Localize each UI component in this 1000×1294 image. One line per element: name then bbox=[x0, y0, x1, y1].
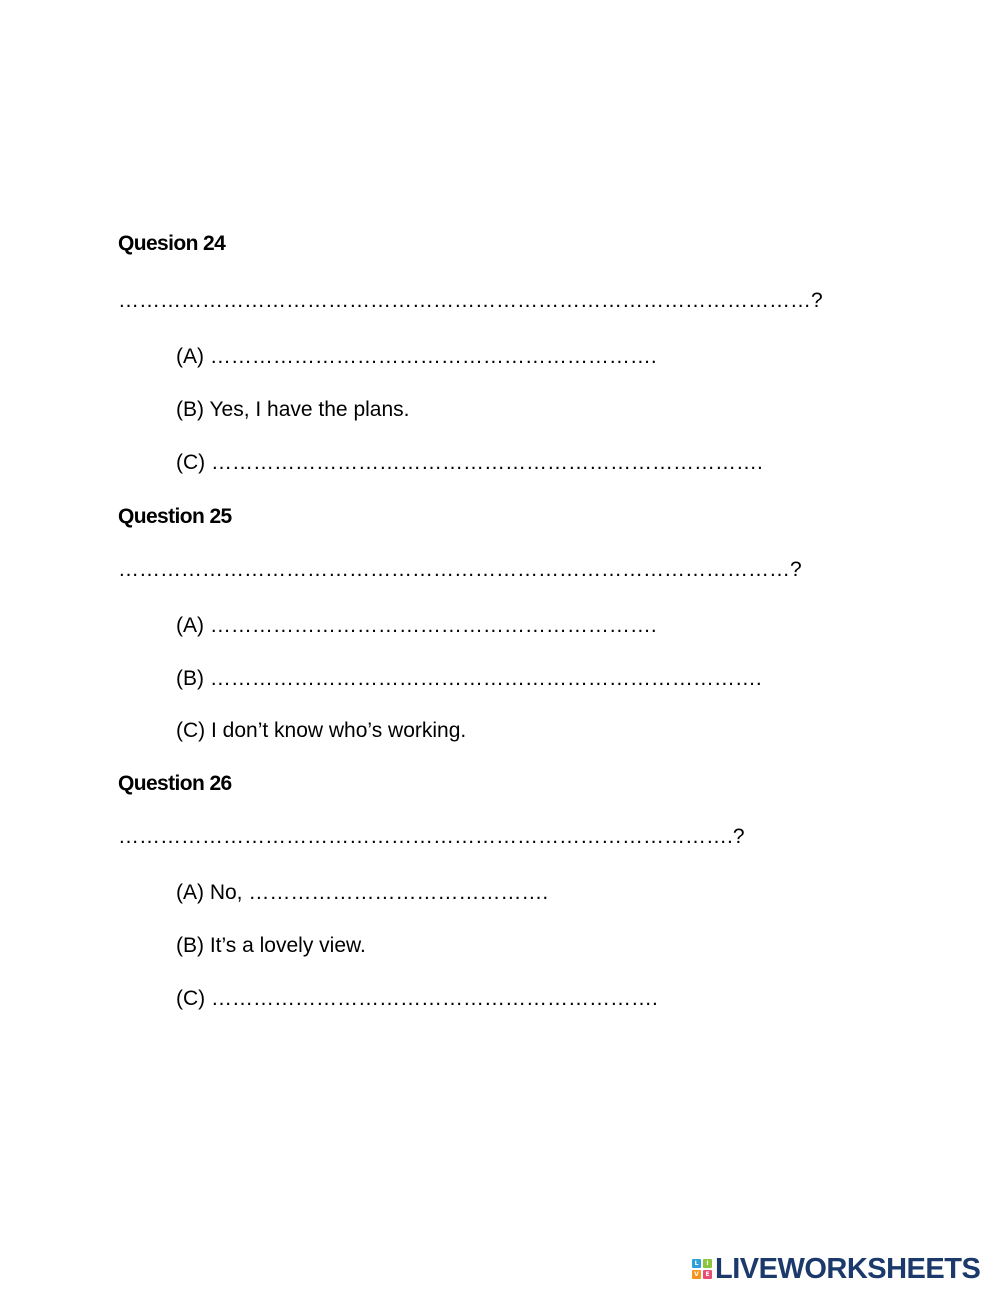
logo-square-i: I bbox=[703, 1259, 712, 1268]
question-25-option-c: (C) I don’t know who’s working. bbox=[176, 719, 467, 742]
question-24-option-a: (A) ………………………………………………………. bbox=[176, 345, 657, 368]
question-25-option-b: (B) ……………………………………………………………………. bbox=[176, 667, 762, 690]
logo-square-l: L bbox=[692, 1259, 701, 1268]
question-24-option-b: (B) Yes, I have the plans. bbox=[176, 398, 410, 421]
logo-squares-icon bbox=[692, 1259, 712, 1279]
question-26-heading: Question 26 bbox=[118, 772, 232, 795]
question-25-heading: Question 25 bbox=[118, 505, 232, 528]
logo-square-v: V bbox=[692, 1270, 701, 1279]
question-26-option-a: (A) No, ……………………………………. bbox=[176, 881, 549, 904]
question-24-prompt: ………………………………………………………………………………………? bbox=[118, 289, 823, 312]
liveworksheets-logo bbox=[692, 1252, 980, 1286]
question-26-prompt: …………………………………………………………………………….? bbox=[118, 825, 745, 848]
logo-square-e: E bbox=[703, 1270, 712, 1279]
question-26-option-c: (C) ………………………………………………………. bbox=[176, 987, 658, 1010]
logo-brand-text: LIVEWORKSHEETS bbox=[715, 1253, 981, 1285]
question-25-option-a: (A) ………………………………………………………. bbox=[176, 614, 657, 637]
question-25-prompt: ……………………………………………………………………………………? bbox=[118, 558, 802, 581]
question-24-heading: Quesion 24 bbox=[118, 232, 226, 255]
question-26-option-b: (B) It’s a lovely view. bbox=[176, 934, 366, 957]
question-24-option-c: (C) ……………………………………………………………………. bbox=[176, 451, 763, 474]
